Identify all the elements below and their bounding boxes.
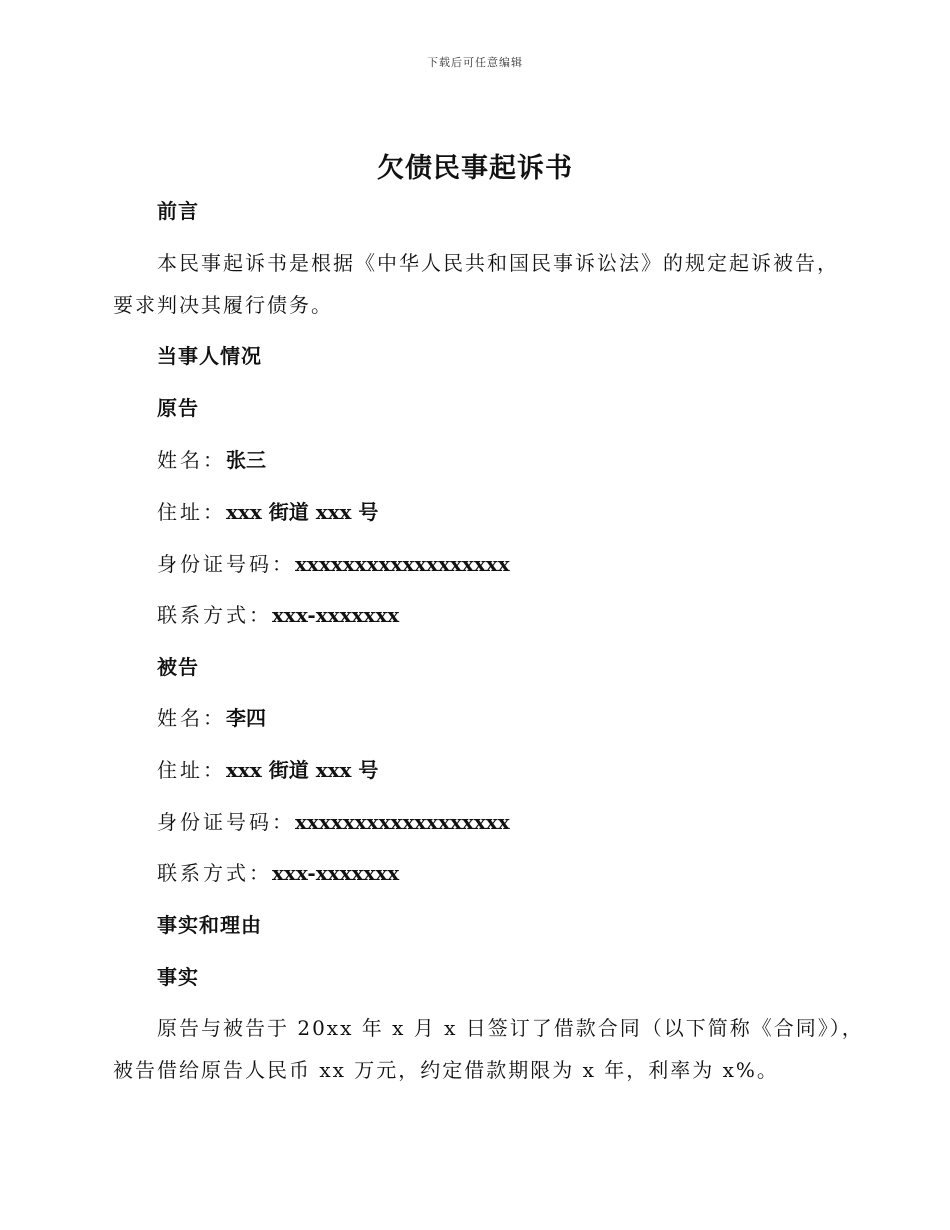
facts-paragraph-line-2: 被告借给原告人民币 xx 万元，约定借款期限为 x 年，利率为 x%。 [113, 1058, 779, 1082]
preface-heading: 前言 [157, 199, 199, 223]
preface-paragraph-line-2: 要求判决其履行债务。 [113, 293, 333, 317]
plaintiff-name-row [157, 448, 266, 472]
defendant-address-row [157, 758, 378, 782]
plaintiff-contact-label: 联系方式： [157, 603, 272, 627]
plaintiff-address-value: xxx 街道 xxx 号 [226, 500, 379, 524]
plaintiff-address-label: 住址： [157, 500, 226, 524]
defendant-address-value: xxx 街道 xxx 号 [226, 758, 379, 782]
defendant-id-value: xxxxxxxxxxxxxxxxxx [295, 810, 510, 834]
defendant-id-row [157, 810, 510, 834]
plaintiff-contact-row [157, 603, 399, 627]
plaintiff-name-label: 姓名： [157, 448, 226, 472]
plaintiff-id-row [157, 552, 510, 576]
plaintiff-name-value: 张三 [226, 448, 266, 472]
plaintiff-address-row [157, 500, 378, 524]
facts-reasons-heading: 事实和理由 [157, 913, 262, 937]
defendant-address-label: 住址： [157, 758, 226, 782]
defendant-contact-row [157, 861, 399, 885]
facts-paragraph-line-1: 原告与被告于 20xx 年 x 月 x 日签订了借款合同（以下简称《合同》）， [157, 1016, 864, 1040]
preface-paragraph-line-1: 本民事起诉书是根据《中华人民共和国民事诉讼法》的规定起诉被告， [157, 251, 839, 275]
defendant-contact-value: xxx-xxxxxxx [272, 861, 400, 885]
defendant-heading: 被告 [157, 655, 199, 679]
facts-heading: 事实 [157, 965, 199, 989]
defendant-contact-label: 联系方式： [157, 861, 272, 885]
plaintiff-id-label: 身份证号码： [157, 552, 295, 576]
defendant-name-label: 姓名： [157, 706, 226, 730]
defendant-id-label: 身份证号码： [157, 810, 295, 834]
parties-heading: 当事人情况 [157, 344, 262, 368]
plaintiff-id-value: xxxxxxxxxxxxxxxxxx [295, 552, 510, 576]
document-title: 欠债民事起诉书 [377, 153, 573, 184]
page-header-note: 下载后可任意编辑 [427, 56, 523, 69]
defendant-name-row [157, 706, 266, 730]
plaintiff-heading: 原告 [157, 396, 199, 420]
plaintiff-contact-value: xxx-xxxxxxx [272, 603, 400, 627]
defendant-name-value: 李四 [226, 706, 266, 730]
